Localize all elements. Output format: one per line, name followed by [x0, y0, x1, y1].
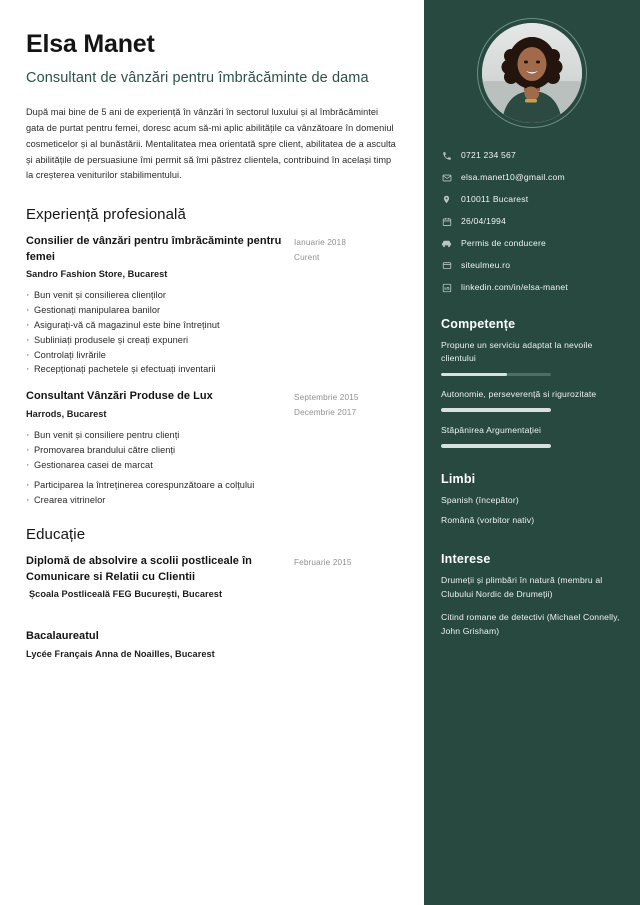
candidate-headline: Consultant de vânzări pentru îmbrăcăminte de dama: [26, 70, 369, 86]
experience-heading: Experiență profesională: [26, 206, 186, 224]
list-item: · Promovarea brandului către clienți: [26, 443, 286, 458]
education-entry-body: [26, 554, 294, 599]
portrait-photo-icon: [482, 23, 582, 123]
degree-title: Bacalaureatul: [26, 630, 99, 643]
skills-heading: Competențe: [441, 317, 516, 331]
experience-dates: [294, 234, 402, 377]
contact-address: [441, 194, 624, 205]
education-section: [26, 526, 402, 659]
job-responsibilities: [26, 288, 286, 377]
job-title: Consultant Vânzări Produse de Lux: [26, 390, 213, 403]
experience-entry: [26, 389, 402, 508]
education-entry: [26, 554, 402, 599]
list-item: · Subliniați produsele și creați expuneri: [26, 333, 286, 348]
skills-section: [441, 317, 624, 448]
list-item: · Gestionarea casei de marcat: [26, 458, 286, 473]
website-icon: [441, 260, 452, 271]
experience-entry-body: [26, 234, 294, 377]
skill-label: Autonomie, perseverență si rigurozitate: [441, 389, 597, 400]
list-item: · Crearea vitrinelor: [26, 493, 286, 508]
interest-item: Drumeții și plimbări în natură (membru al Clubului Nordic de Drumeții): [441, 574, 603, 599]
education-dates: [294, 554, 402, 599]
date-single: Februarie 2015: [294, 558, 352, 568]
car-icon: [441, 238, 452, 249]
interest-item: Citind romane de detectivi (Michael Connelly, John Grisham): [441, 612, 620, 637]
list-item: · Bun venit și consilierea clienților: [26, 288, 286, 303]
education-entry: [26, 629, 402, 659]
professional-summary: După mai bine de 5 ani de experiență în vânzări în sectorul luxului și al îmbrăcămintei gata de purtat pentru femei, doresc acum să-mi aplic abilitățile ca vânzătoare în domeniul cosmeticelor și al bunăstării. Mentalitatea mea orientată spre client, abilitatea de a asculta și abilitățile de persuasiune îmi permit să îmi păstrez clientela, contribuind în același timp la creșterea veniturilor stabilimentului.: [26, 107, 396, 181]
languages-heading: Limbi: [441, 471, 476, 486]
contact-value: elsa.manet10@gmail.com: [461, 172, 565, 183]
job-organization: Harrods, Bucarest: [26, 408, 107, 419]
skill-level-fill: [441, 444, 551, 448]
date-start: Ianuarie 2018: [294, 238, 347, 248]
experience-section: [26, 206, 402, 508]
job-organization: Sandro Fashion Store, Bucarest: [26, 268, 168, 279]
job-title: Consilier de vânzări pentru îmbrăcăminte pentru femei: [26, 235, 282, 263]
school-name: Lycée Français Anna de Noailles, Bucarest: [26, 649, 215, 660]
date-end: Decembrie 2017: [294, 407, 357, 417]
contact-email[interactable]: [441, 172, 624, 183]
list-item: · Bun venit și consiliere pentru clienți: [26, 428, 286, 443]
email-icon: [441, 172, 452, 183]
degree-title: Diplomă de absolvire a scolii postliceale în Comunicare si Relatii cu Clientii: [26, 555, 252, 583]
contact-driving-license: [441, 238, 624, 249]
contact-value: 26/04/1994: [461, 216, 507, 227]
education-dates: [294, 629, 402, 659]
date-end: Curent: [294, 252, 320, 262]
contact-linkedin[interactable]: [441, 282, 624, 293]
interests-heading: Interese: [441, 551, 491, 566]
contact-value: 0721 234 567: [461, 150, 516, 161]
skill-level-bar: [441, 444, 551, 448]
sidebar-content: [424, 150, 640, 639]
experience-entry-body: [26, 389, 294, 508]
education-entry-body: [26, 629, 294, 659]
location-icon: [441, 194, 452, 205]
education-heading: Educație: [26, 526, 86, 544]
list-item: · Asigurați-vă că magazinul este bine întreținut: [26, 318, 286, 333]
skill-level-bar: [441, 408, 551, 412]
school-name: Școala Postliceală FEG București, Bucarest: [29, 589, 223, 600]
avatar: [482, 23, 582, 123]
avatar-wrapper: [424, 0, 640, 132]
calendar-icon: [441, 216, 452, 227]
skill-item: [441, 388, 624, 412]
interests-section: [441, 552, 624, 640]
date-start: Septembrie 2015: [294, 393, 359, 403]
contact-value: 010011 Bucarest: [461, 194, 529, 205]
skill-item: [441, 424, 624, 448]
experience-entry: [26, 234, 402, 377]
job-responsibilities: [26, 428, 286, 509]
list-item: · Gestionați manipularea banilor: [26, 303, 286, 318]
skill-label: Propune un serviciu adaptat la nevoile clientului: [441, 340, 593, 364]
contact-value: siteulmeu.ro: [461, 260, 511, 271]
spacer: [26, 611, 402, 629]
contact-value: linkedin.com/in/elsa-manet: [461, 282, 568, 293]
list-item: · Participarea la întreținerea corespunzătoare a colțului: [26, 478, 286, 493]
list-item: · Controlați livrările: [26, 348, 286, 363]
sidebar: [424, 0, 640, 905]
contact-website[interactable]: [441, 260, 624, 271]
skill-level-bar: [441, 373, 551, 377]
skill-level-fill: [441, 373, 507, 377]
language-item: Spanish (începător): [441, 494, 519, 505]
contact-birthdate: [441, 216, 624, 227]
contact-list: [441, 150, 624, 293]
contact-phone[interactable]: [441, 150, 624, 161]
candidate-name: Elsa Manet: [26, 30, 155, 58]
language-item: Română (vorbitor nativ): [441, 514, 535, 525]
linkedin-icon: [441, 282, 452, 293]
experience-dates: [294, 389, 402, 508]
avatar-ring: [477, 18, 587, 128]
skill-label: Stăpânirea Argumentației: [441, 424, 542, 435]
skill-level-fill: [441, 408, 551, 412]
languages-section: [441, 472, 624, 528]
list-item: · Recepționați pachetele și efectuați inventarii: [26, 362, 286, 377]
skill-item: [441, 339, 624, 376]
phone-icon: [441, 150, 452, 161]
contact-value: Permis de conducere: [461, 238, 547, 249]
